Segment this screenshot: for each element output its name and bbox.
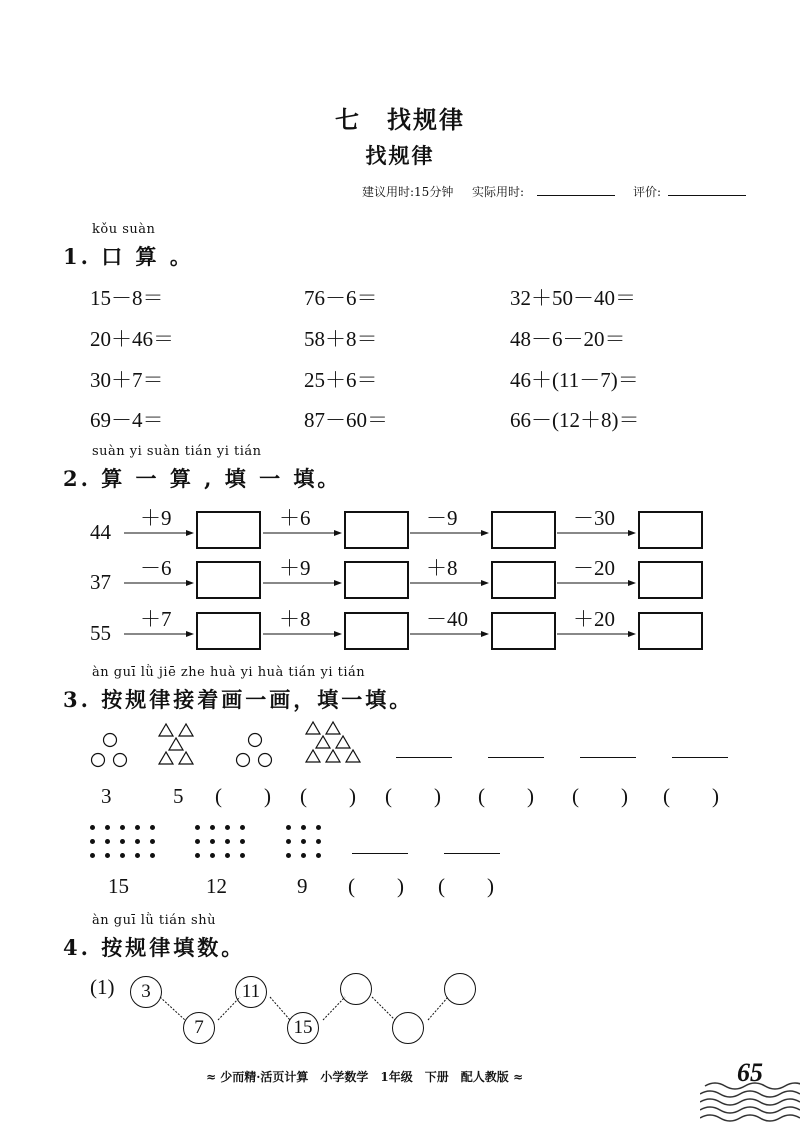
dot-shape [135,839,140,844]
number-circle: 3 [130,976,162,1008]
number-circle: 7 [183,1012,215,1044]
operation-label: ＋8 [279,607,311,631]
dot-shape [286,825,291,830]
arrow-icon [124,578,194,588]
dot-shape [150,853,155,858]
section-title: 找规律 [365,143,435,168]
dot-shape [225,853,230,858]
operation-label: －20 [573,556,615,580]
dot-shape [316,839,321,844]
chain-start-number: 55 [90,621,111,645]
triangle-shape [179,752,193,764]
arrow-icon [410,629,489,639]
page-number: 65 [737,1058,763,1087]
answer-circle[interactable] [444,973,476,1005]
dot-shape [225,839,230,844]
draw-blank[interactable] [396,757,452,758]
dot-shape [120,853,125,858]
q1-heading: 1. 口 算 。 [63,244,194,269]
operation-label: ＋20 [573,607,615,631]
q1-equation: 66－(12＋8)＝ [510,408,640,432]
number-circle: 15 [287,1012,319,1044]
dot-shape [210,839,215,844]
q3-heading: 3. 按规律接着画一画，填一填。 [63,687,414,712]
answer-circle[interactable] [340,973,372,1005]
arrow-icon [410,528,489,538]
answer-parens[interactable]: ( ) [348,874,404,898]
triangle-shape [346,750,360,762]
operation-label: －30 [573,506,615,530]
answer-box[interactable] [196,511,261,549]
answer-box[interactable] [491,561,556,599]
dot-shape [316,825,321,830]
triangle-shape [326,722,340,734]
answer-box[interactable] [344,511,409,549]
draw-blank[interactable] [672,757,728,758]
pattern-number: 15 [108,874,129,898]
triangle-shape [336,736,350,748]
q1-equation: 32＋50－40＝ [510,286,636,310]
dot-shape [90,825,95,830]
answer-box[interactable] [196,612,261,650]
dot-shape [210,853,215,858]
arrow-icon [263,528,342,538]
answer-parens[interactable]: ( ) [438,874,494,898]
operation-label: ＋8 [426,556,458,580]
answer-box[interactable] [638,612,703,650]
answer-parens[interactable]: ( ) [572,784,628,808]
arrow-icon [557,528,636,538]
suggested-time: 建议用时:15分钟 [362,185,454,199]
pattern-number: 5 [173,784,184,808]
dot-shape [240,825,245,830]
dot-shape [240,839,245,844]
dot-shape [135,825,140,830]
answer-box[interactable] [196,561,261,599]
dot-shape [105,853,110,858]
triangle-shape [179,724,193,736]
answer-parens[interactable]: ( ) [663,784,719,808]
q1-equation: 58＋8＝ [304,327,378,351]
dot-shape [135,853,140,858]
arrow-icon [124,528,194,538]
q2-heading: 2. 算 一 算 , 填 一 填。 [63,466,342,491]
dot-shape [316,853,321,858]
q3-shape-pattern [85,718,370,778]
arrow-icon [410,578,489,588]
evaluation-label: 评价: [633,185,662,199]
dot-shape [301,839,306,844]
circle-shape [249,734,262,747]
dot-shape [210,825,215,830]
q1-equation: 87－60＝ [304,408,388,432]
dot-shape [120,839,125,844]
draw-blank[interactable] [580,757,636,758]
q4-pinyin: àn guī lǜ tián shù [92,913,216,928]
chain-start-number: 37 [90,570,111,594]
dot-shape [286,853,291,858]
answer-box[interactable] [638,561,703,599]
dot-shape [195,853,200,858]
dot-shape [90,839,95,844]
answer-parens[interactable]: ( ) [215,784,271,808]
q1-equation: 15－8＝ [90,286,164,310]
footer-text: ≈ 少而精·活页计算 小学数学 1年级 下册 配人教版 ≈ [206,1070,523,1084]
q4-heading: 4. 按规律填数。 [63,935,246,960]
q2-pinyin: suàn yi suàn tián yi tián [92,444,262,459]
dot-shape [301,853,306,858]
dot-shape [286,839,291,844]
answer-box[interactable] [638,511,703,549]
triangle-shape [159,752,173,764]
actual-time-field[interactable] [537,183,615,196]
pattern-number: 9 [297,874,308,898]
q1-equation: 76－6＝ [304,286,378,310]
pattern-number: 3 [101,784,112,808]
q1-equation: 25＋6＝ [304,368,378,392]
answer-box[interactable] [491,612,556,650]
operation-label: ＋9 [140,506,172,530]
circle-shape [104,734,117,747]
draw-blank[interactable] [352,853,408,854]
answer-parens[interactable]: ( ) [300,784,356,808]
draw-blank[interactable] [488,757,544,758]
operation-label: ＋6 [279,506,311,530]
q1-equation: 69－4＝ [90,408,164,432]
dot-shape [225,825,230,830]
chain-start-number: 44 [90,520,111,544]
chapter-title: 七 找规律 [335,105,465,134]
circle-shape [114,754,127,767]
arrow-icon [263,629,342,639]
number-circle: 11 [235,976,267,1008]
answer-box[interactable] [491,511,556,549]
q1-equation: 20＋46＝ [90,327,174,351]
answer-parens[interactable]: ( ) [385,784,441,808]
q1-equation: 46＋(11－7)＝ [510,368,639,392]
circle-shape [92,754,105,767]
answer-parens[interactable]: ( ) [478,784,534,808]
answer-box[interactable] [344,561,409,599]
q1-equation: 30＋7＝ [90,368,164,392]
circle-shape [259,754,272,767]
triangle-shape [306,750,320,762]
draw-blank[interactable] [444,853,500,854]
operation-label: －40 [426,607,468,631]
dot-shape [195,825,200,830]
operation-label: ＋9 [279,556,311,580]
dot-shape [120,825,125,830]
arrow-icon [263,578,342,588]
operation-label: －6 [140,556,172,580]
answer-circle[interactable] [392,1012,424,1044]
dot-shape [195,839,200,844]
triangle-shape [316,736,330,748]
dot-shape [150,839,155,844]
dot-shape [105,825,110,830]
operation-label: －9 [426,506,458,530]
pattern-number: 12 [206,874,227,898]
operation-label: ＋7 [140,607,172,631]
triangle-shape [306,722,320,734]
arrow-icon [124,629,194,639]
dot-shape [301,825,306,830]
triangle-shape [159,724,173,736]
dot-shape [240,853,245,858]
circle-shape [237,754,250,767]
dot-shape [105,839,110,844]
dot-shape [150,825,155,830]
dot-shape [90,853,95,858]
q1-pinyin: kǒu suàn [92,222,156,237]
arrow-icon [557,578,636,588]
actual-time-label: 实际用时: [472,185,525,199]
q4-label: (1) [90,975,115,999]
triangle-shape [326,750,340,762]
answer-box[interactable] [344,612,409,650]
evaluation-field[interactable] [668,183,746,196]
q1-equation: 48－6－20＝ [510,327,626,351]
arrow-icon [557,629,636,639]
q3-pinyin: àn guī lǜ jiē zhe huà yi huà tián yi tián [92,665,366,680]
triangle-shape [169,738,183,750]
